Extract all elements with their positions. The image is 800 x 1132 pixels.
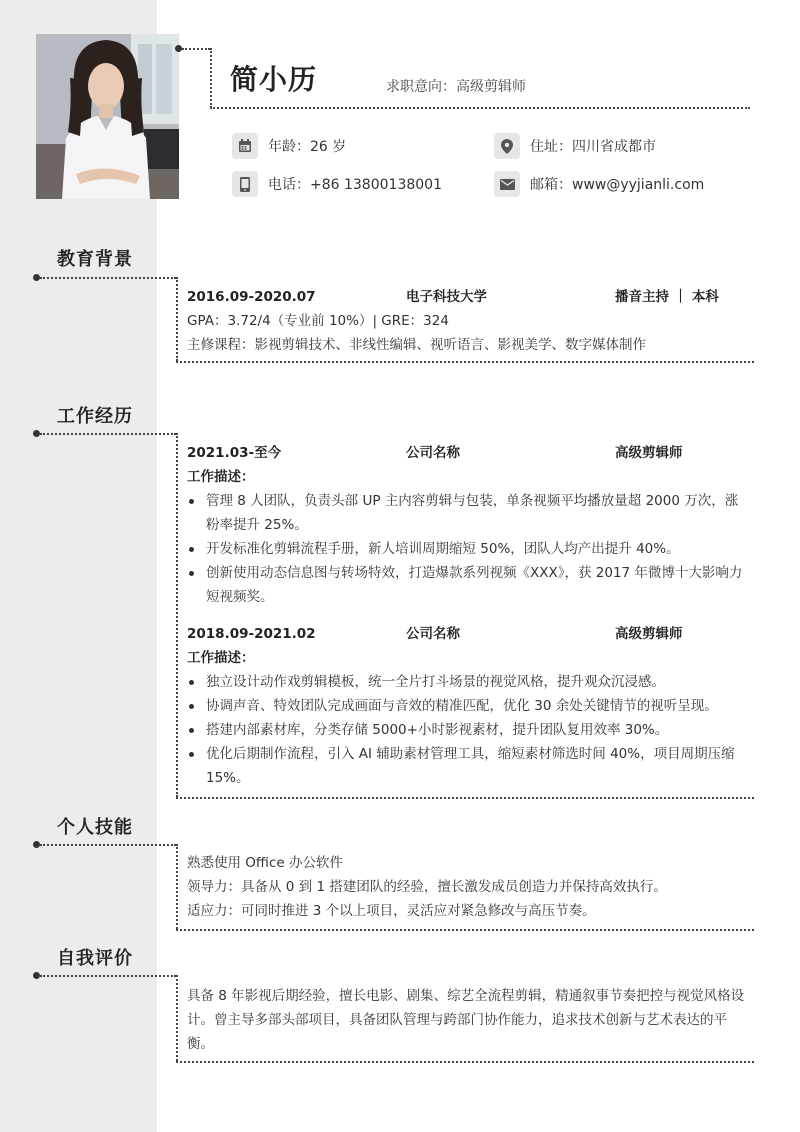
job-intention-value: 高级剪辑师	[456, 79, 526, 95]
skill-line: 适应力：可同时推进 3 个以上项目，灵活应对紧急修改与高压节奏。	[187, 903, 596, 919]
section-dot	[33, 274, 40, 281]
info-address-text: 住址：四川省成都市	[530, 139, 656, 155]
section-connector	[40, 433, 176, 435]
section-divider	[176, 361, 754, 363]
skills-block	[187, 851, 747, 923]
list-item: 协调声音、特效团队完成画面与音效的精准匹配，优化 30 余处关键情节的视听呈现。	[187, 694, 747, 718]
section-title-skills: 个人技能	[57, 817, 133, 838]
job-company: 公司名称	[406, 626, 460, 642]
list-item: 创新使用动态信息图与转场特效，打造爆款系列视频《XXX》，获 2017 年微博十大影响力短视频奖。	[187, 561, 747, 609]
header-connector-line	[210, 48, 212, 108]
section-connector	[176, 277, 178, 361]
section-connector	[40, 277, 176, 279]
section-connector	[176, 844, 178, 929]
job-desc-label: 工作描述：	[187, 650, 255, 666]
section-dot	[33, 430, 40, 437]
section-title-education: 教育背景	[57, 249, 133, 270]
list-item: 管理 8 人团队，负责头部 UP 主内容剪辑与包装，单条视频平均播放量超 2000 万次，涨粉率提升 25%。	[187, 489, 747, 537]
header-divider	[210, 107, 750, 109]
job-period: 2018.09-2021.02	[187, 626, 316, 642]
list-item: 开发标准化剪辑流程手册，新人培训周期缩短 50%，团队人均产出提升 40%。	[187, 537, 747, 561]
education-header-row	[187, 285, 747, 309]
work-job-2	[187, 622, 747, 790]
education-major: 播音主持 ｜ 本科	[615, 289, 719, 305]
section-dot	[33, 972, 40, 979]
section-divider	[176, 797, 754, 799]
list-item: 优化后期制作流程，引入 AI 辅助素材管理工具，缩短素材筛选时间 40%，项目周期压缩 15%。	[187, 742, 747, 790]
section-connector	[40, 975, 176, 977]
work-job-1	[187, 441, 747, 609]
section-dot	[33, 841, 40, 848]
job-desc-list	[187, 489, 747, 609]
calendar-icon	[232, 133, 258, 159]
location-pin-icon	[494, 133, 520, 159]
self-eval-block	[187, 984, 749, 1056]
education-gpa: GPA：3.72/4（专业前 10%）| GRE：324	[187, 313, 449, 329]
job-company: 公司名称	[406, 445, 460, 461]
job-role: 高级剪辑师	[615, 445, 683, 461]
education-courses: 主修课程：影视剪辑技术、非线性编辑、视听语言、影视美学、数字媒体制作	[187, 337, 646, 353]
info-email-text: 邮箱：www@yyjianli.com	[530, 177, 705, 193]
info-address	[494, 133, 656, 159]
info-email	[494, 171, 704, 197]
phone-icon	[232, 171, 258, 197]
job-header-row	[187, 622, 747, 646]
section-connector	[176, 433, 178, 797]
section-divider	[176, 929, 754, 931]
header-connector-line	[182, 48, 210, 50]
job-period: 2021.03-至今	[187, 445, 282, 461]
job-intention-label: 求职意向：	[386, 79, 456, 95]
info-phone	[232, 171, 442, 197]
job-intention	[386, 76, 526, 96]
list-item: 搭建内部素材库，分类存储 5000+小时影视素材，提升团队复用效率 30%。	[187, 718, 747, 742]
mail-icon	[494, 171, 520, 197]
section-title-work: 工作经历	[57, 406, 133, 427]
section-connector	[176, 975, 178, 1061]
section-divider	[176, 1061, 754, 1063]
section-title-self: 自我评价	[57, 948, 133, 969]
skill-line: 领导力：具备从 0 到 1 搭建团队的经验，擅长激发成员创造力并保持高效执行。	[187, 879, 667, 895]
job-desc-label: 工作描述：	[187, 469, 255, 485]
list-item: 独立设计动作戏剪辑模板，统一全片打斗场景的视觉风格，提升观众沉浸感。	[187, 670, 747, 694]
info-age-text: 年龄：26 岁	[268, 139, 347, 155]
job-desc-list	[187, 670, 747, 790]
info-phone-text: 电话：+86 13800138001	[268, 177, 442, 193]
profile-photo	[36, 34, 179, 199]
info-age	[232, 133, 346, 159]
skill-line: 熟悉使用 Office 办公软件	[187, 855, 343, 871]
self-eval-text: 具备 8 年影视后期经验，擅长电影、剧集、综艺全流程剪辑，精通叙事节奏把控与视觉风格设计。曾主导多部头部项目，具备团队管理与跨部门协作能力，追求技术创新与艺术表达的平衡。	[187, 988, 745, 1052]
candidate-name: 简小历	[230, 63, 318, 96]
section-connector	[40, 844, 176, 846]
education-block	[187, 285, 747, 357]
header-connector-dot	[175, 45, 182, 52]
job-header-row	[187, 441, 747, 465]
job-role: 高级剪辑师	[615, 626, 683, 642]
education-school: 电子科技大学	[406, 289, 487, 305]
education-period: 2016.09-2020.07	[187, 289, 316, 305]
